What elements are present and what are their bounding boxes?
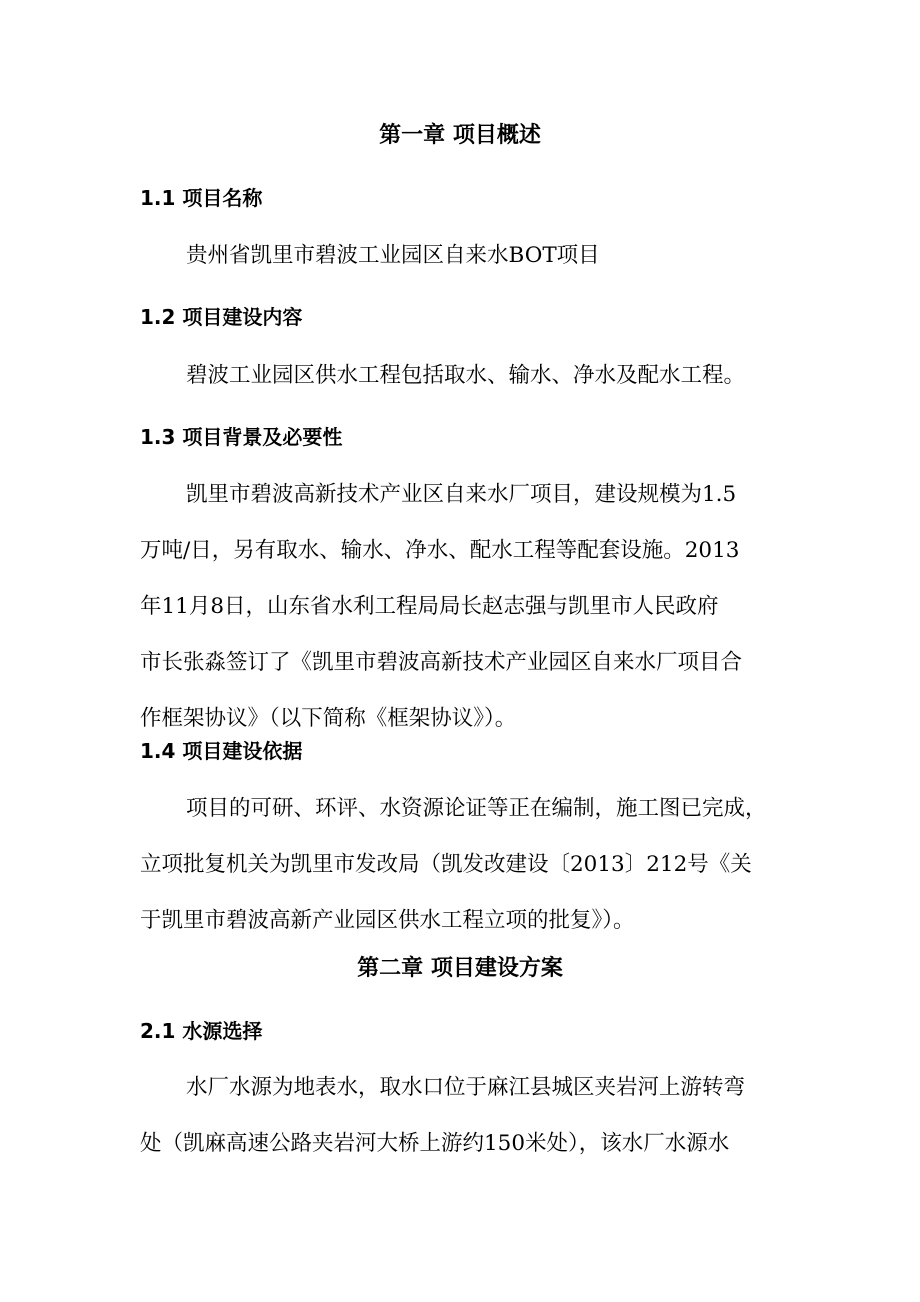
paragraph [140,467,780,747]
chapter-title: 第一章 项目概述 [379,123,541,148]
paragraph-line: 处（凯麻高速公路夹岩河大桥上游约150米处），该水厂水源水 [140,1131,730,1156]
paragraph-line: 于凯里市碧波高新产业园区供水工程立项的批复》）。 [140,908,635,933]
section-heading: 1.4 项目建设依据 [140,739,303,763]
paragraph-line: 年11月8日，山东省水利工程局局长赵志强与凯里市人民政府 [140,594,719,619]
paragraph-line: 凯里市碧波高新技术产业区自来水厂项目，建设规模为1.5 [186,482,737,507]
section-heading: 2.1 水源选择 [140,1019,263,1043]
paragraph-line: 作框架协议》（以下简称《框架协议》）。 [140,706,517,731]
paragraph-line: 碧波工业园区供水工程包括取水、输水、净水及配水工程。 [186,363,746,388]
paragraph-line: 水厂水源为地表水，取水口位于麻江县城区夹岩河上游转弯 [186,1075,746,1100]
paragraph-line: 市长张淼签订了《凯里市碧波高新技术产业园区自来水厂项目合 [140,650,743,675]
section-heading: 1.3 项目背景及必要性 [140,425,343,449]
section-heading: 1.1 项目名称 [140,186,263,210]
paragraph [140,1060,780,1172]
paragraph [140,228,780,284]
paragraph [140,348,780,404]
paragraph-line: 万吨/日，另有取水、输水、净水、配水工程等配套设施。2013 [140,538,740,563]
chapter-title: 第二章 项目建设方案 [357,956,563,981]
paragraph-line: 立项批复机关为凯里市发改局（凯发改建设〔2013〕212号《关 [140,852,752,877]
paragraph-line: 项目的可研、环评、水资源论证等正在编制，施工图已完成， [186,796,767,821]
paragraph-line: 贵州省凯里市碧波工业园区自来水BOT项目 [186,243,600,268]
paragraph [140,781,780,949]
section-heading: 1.2 项目建设内容 [140,305,303,329]
